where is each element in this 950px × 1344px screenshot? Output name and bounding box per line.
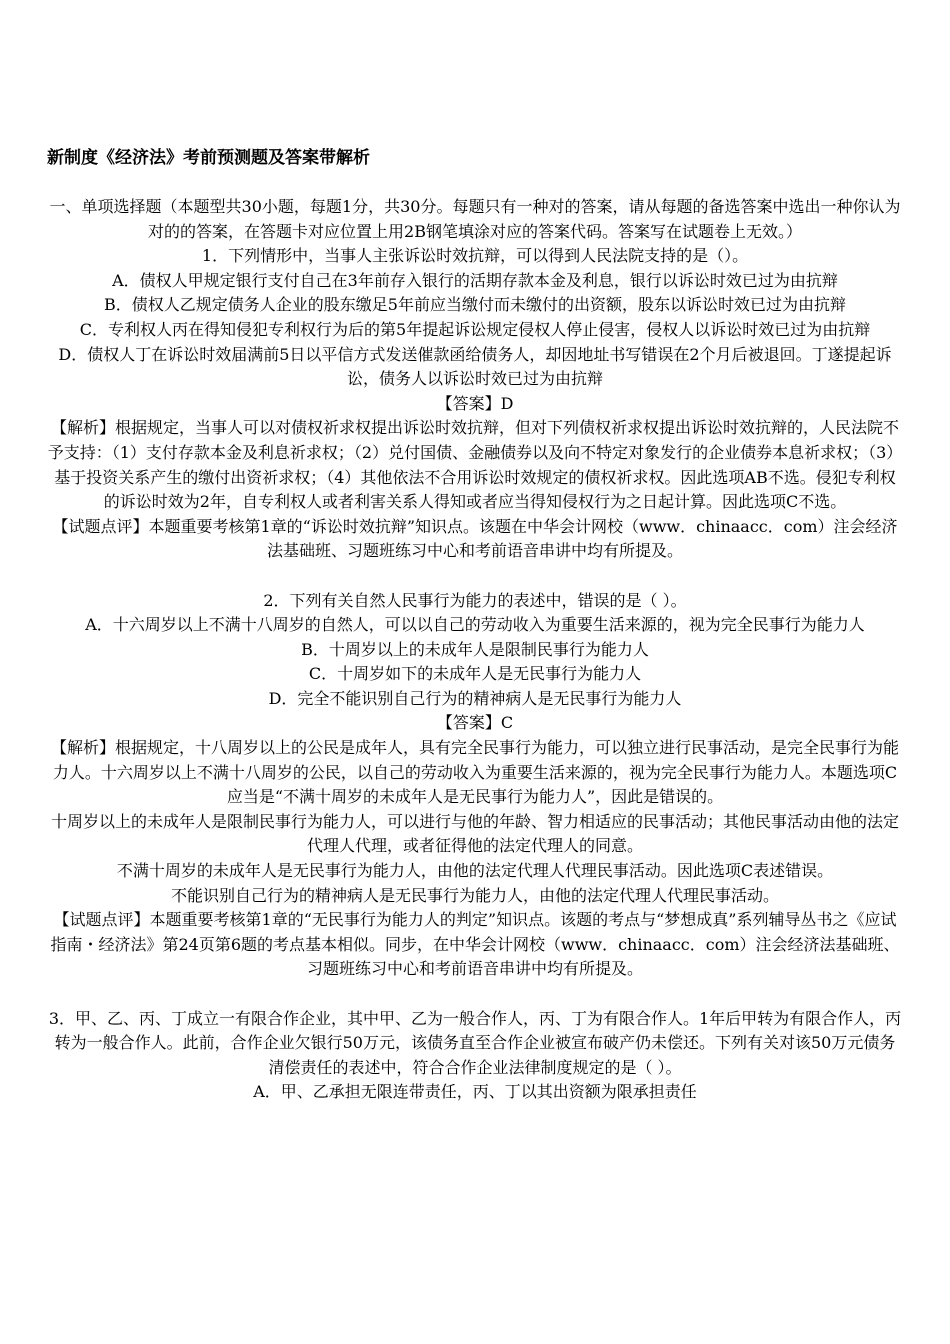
q2-option-b: B．十周岁以上的未成年人是限制民事行为能力人 [301, 639, 649, 659]
q2-analysis-1: 【解析】根据规定，十八周岁以上的公民是成年人，具有完全民事行为能力，可以独立进行民事活动，是完全民事行为能力人。十六周岁以上不满十八周岁的公民，以自己的劳动收入为重要生活来源的，视为完全民事行为能力人。本题选项C应当是“不满十周岁的未成年人是无民事行为能力人”，因此是错误的。 [50, 738, 899, 807]
q2-answer: 【答案】C [436, 713, 514, 733]
q3-option-a: A．甲、乙承担无限连带责任，丙、丁以其出资额为限承担责任 [253, 1082, 697, 1102]
q2-review: 【试题点评】本题重要考核第1章的“无民事行为能力人的判定”知识点。该题的考点与“梦想成真”系列辅导丛书之《应试指南・经济法》第24页第6题的考点基本相似。同步，在中华会计网校（www．chinaacc．com）注会经济法基础班、习题班练习中心和考前语音串讲中均有所提及。 [50, 910, 900, 979]
q2-option-c: C．十周岁如下的未成年人是无民事行为能力人 [308, 664, 642, 684]
q2-option-a: A．十六周岁以上不满十八周岁的自然人，可以以自己的劳动收入为重要生活来源的，视为完全民事行为能力人 [85, 615, 865, 635]
document-body [47, 195, 903, 1105]
q1-option-b: B．债权人乙规定债务人企业的股东缴足5年前应当缴付而未缴付的出资额，股东以诉讼时效已过为由抗辩 [104, 295, 846, 315]
q2-analysis-4: 不能识别自己行为的精神病人是无民事行为能力人，由他的法定代理人代理民事活动。 [170, 885, 779, 905]
document-title: 新制度《经济法》考前预测题及答案带解析 [47, 148, 370, 168]
q2-analysis-2: 十周岁以上的未成年人是限制民事行为能力人，可以进行与他的年龄、智力相适应的民事活动；其他民事活动由他的法定代理人代理，或者征得他的法定代理人的同意。 [50, 811, 899, 856]
q2-analysis-3: 不满十周岁的未成年人是无民事行为能力人，由他的法定代理人代理民事活动。因此选项C表述错误。 [116, 861, 834, 881]
spacer [47, 982, 903, 1007]
q1-option-a: A．债权人甲规定银行支付自己在3年前存入银行的活期存款本金及利息，银行以诉讼时效已过为由抗辩 [112, 270, 838, 290]
q1-option-d: D．债权人丁在诉讼时效届满前5日以平信方式发送催款函给债务人，却因地址书写错误在2个月后被退回。丁遂提起诉讼，债务人以诉讼时效已过为由抗辩 [58, 344, 892, 389]
q1-option-c: C．专利权人丙在得知侵犯专利权行为后的第5年提起诉讼规定侵权人停止侵害，侵权人以诉讼时效已过为由抗辩 [79, 319, 871, 339]
q1-review: 【试题点评】本题重要考核第1章的“诉讼时效抗辩”知识点。该题在中华会计网校（www．chinaacc．com）注会经济法基础班、习题班练习中心和考前语音串讲中均有所提及。 [52, 516, 898, 561]
q1-stem: 1．下列情形中，当事人主张诉讼时效抗辩，可以得到人民法院支持的是（）。 [201, 246, 749, 266]
spacer [47, 564, 903, 589]
q1-analysis: 【解析】根据规定，当事人可以对债权祈求权提出诉讼时效抗辩，但对下列债权祈求权提出诉讼时效抗辩的，人民法院不予支持：（1）支付存款本金及利息祈求权；（2）兑付国债、金融债券以及向不特定对象发行的企业债券本息祈求权；（3）基于投资关系产生的缴付出资祈求权；（4）其他依法不合用诉讼时效规定的债权祈求权。因此选项AB不选。侵犯专利权的诉讼时效为2年，自专利权人或者利害关系人得知或者应当得知侵权行为之日起计算。因此选项C不选。 [47, 418, 903, 512]
q2-stem: 2．下列有关自然人民事行为能力的表述中，错误的是（ ）。 [263, 590, 687, 610]
q2-option-d: D．完全不能识别自己行为的精神病人是无民事行为能力人 [268, 688, 682, 708]
q3-stem: 3．甲、乙、丙、丁成立一有限合作企业，其中甲、乙为一般合作人，丙、丁为有限合作人。1年后甲转为有限合作人，丙转为一般合作人。此前，合作企业欠银行50万元，该债务直至合作企业被宣布破产仍未偿还。下列有关对该50万元债务清偿责任的表述中，符合合作企业法律制度规定的是（ ）。 [48, 1008, 902, 1077]
section-heading: 一、单项选择题（本题型共30小题，每题1分，共30分。每题只有一种对的答案，请从每题的备选答案中选出一种你认为对的的答案，在答题卡对应位置上用2B钢笔填涂对应的答案代码。答案写在试题卷上无效。） [49, 197, 901, 241]
q1-answer: 【答案】D [436, 393, 514, 413]
